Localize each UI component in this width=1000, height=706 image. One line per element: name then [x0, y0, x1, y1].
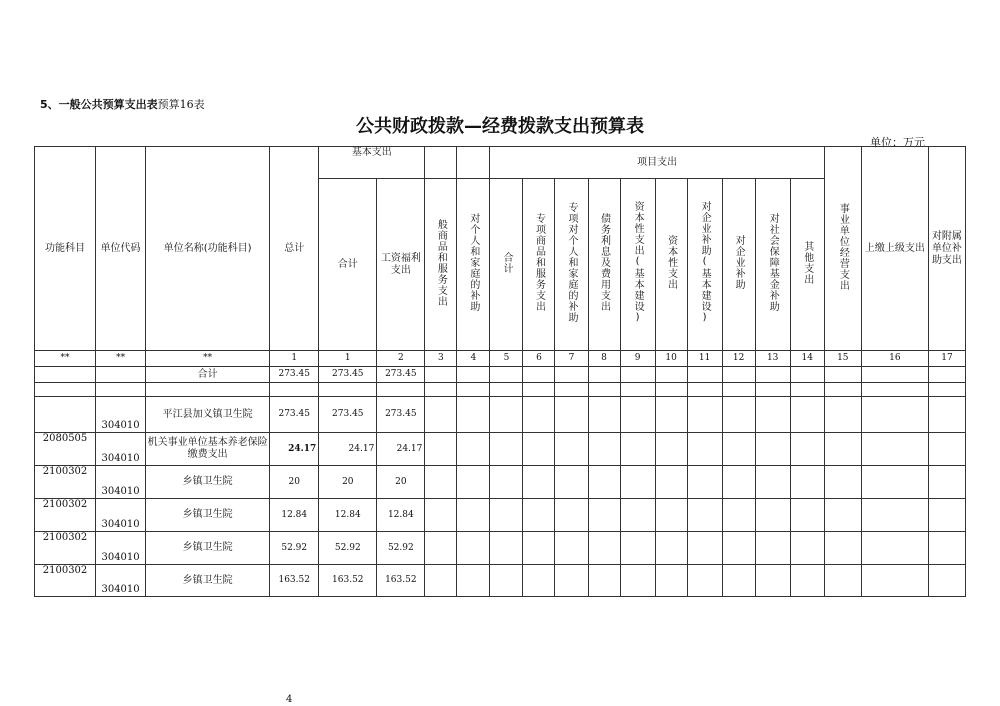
- cell-code: 304010: [96, 565, 146, 597]
- header-general-goods: [425, 179, 457, 351]
- index-cell: 13: [755, 351, 790, 367]
- cell-total: 20: [270, 466, 319, 499]
- unit-label: 单位：万元: [870, 136, 925, 149]
- cell-total: 273.45: [270, 397, 319, 433]
- table-row: [35, 532, 966, 565]
- cell-wage: 273.45: [377, 397, 425, 433]
- header-capital-text: 资本性支出: [665, 235, 677, 290]
- section-heading-suffix: 预算16表: [157, 98, 205, 111]
- header-project-group: 项目支出: [490, 147, 824, 179]
- table-row: [35, 433, 966, 466]
- header-other: [790, 179, 824, 351]
- header-basic-group: 基本支出: [319, 147, 425, 179]
- cell-func: 2080505: [35, 433, 96, 466]
- header-proj-total-text: 合计: [500, 251, 512, 274]
- header-capital-basic-text: 资本性支出(基本建设): [632, 201, 644, 324]
- table-row: [35, 397, 966, 433]
- header-social-security: [755, 179, 790, 351]
- header-proj-goods-text: 专项商品和服务支出: [533, 213, 545, 312]
- index-cell: 16: [861, 351, 928, 367]
- header-capital: [655, 179, 687, 351]
- index-cell: 15: [824, 351, 861, 367]
- header-personal-family: [457, 179, 490, 351]
- header-business-op: [824, 147, 861, 351]
- cell-wage: 20: [377, 466, 425, 499]
- index-cell: 11: [687, 351, 722, 367]
- cell-name: 机关事业单位基本养老保险缴费支出: [146, 433, 270, 466]
- cell-code: 304010: [96, 499, 146, 532]
- index-cell: 6: [523, 351, 555, 367]
- page-title: 公共财政拨款—经费拨款支出预算表: [356, 116, 644, 137]
- cell-total: 24.17: [270, 433, 319, 466]
- header-unit-code: 单位代码: [96, 147, 146, 351]
- header-func-subject: 功能科目: [35, 147, 96, 351]
- budget-table: [34, 146, 966, 597]
- index-cell: 5: [490, 351, 523, 367]
- empty-row: [35, 383, 966, 397]
- cell-wage: 12.84: [377, 499, 425, 532]
- cell-total: 273.45: [270, 367, 319, 383]
- index-cell: 2: [377, 351, 425, 367]
- section-heading: [40, 96, 205, 112]
- header-blank: [457, 147, 490, 179]
- cell-func: 2100302: [35, 532, 96, 565]
- header-proj-goods: [523, 179, 555, 351]
- index-cell: 8: [588, 351, 620, 367]
- index-cell: 10: [655, 351, 687, 367]
- index-cell: 17: [928, 351, 965, 367]
- cell-func: 2100302: [35, 565, 96, 597]
- table-row: [35, 565, 966, 597]
- cell-code: 304010: [96, 397, 146, 433]
- index-cell: 3: [425, 351, 457, 367]
- index-cell: **: [146, 351, 270, 367]
- cell-basic: 12.84: [319, 499, 377, 532]
- header-personal-family-text: 对个人和家庭的补助: [467, 213, 479, 312]
- index-cell: 9: [620, 351, 655, 367]
- header-enterprise: [722, 179, 755, 351]
- table-row: [35, 466, 966, 499]
- header-enterprise-basic: [687, 179, 722, 351]
- header-proj-personal: [555, 179, 588, 351]
- cell-basic: 273.45: [319, 397, 377, 433]
- table-row: [35, 367, 966, 383]
- header-basic-total: 合计: [319, 179, 377, 351]
- cell-basic: 52.92: [319, 532, 377, 565]
- cell-code: 304010: [96, 466, 146, 499]
- header-proj-total: [490, 179, 523, 351]
- header-enterprise-basic-text: 对企业补助(基本建设): [699, 201, 711, 324]
- index-cell: 4: [457, 351, 490, 367]
- section-heading-label: 5、一般公共预算支出表: [40, 98, 158, 111]
- cell-name: 乡镇卫生院: [146, 532, 270, 565]
- header-business-op-text: 事业单位经营支出: [837, 202, 849, 291]
- cell-wage: 273.45: [377, 367, 425, 383]
- index-cell: 14: [790, 351, 824, 367]
- cell-name: 乡镇卫生院: [146, 565, 270, 597]
- header-social-security-text: 对社会保障基金补助: [767, 213, 779, 312]
- cell-total: 163.52: [270, 565, 319, 597]
- cell-code: 304010: [96, 532, 146, 565]
- cell-basic: 20: [319, 466, 377, 499]
- index-row: [35, 351, 966, 367]
- index-cell: 7: [555, 351, 588, 367]
- cell-func: 2100302: [35, 466, 96, 499]
- index-cell: 12: [722, 351, 755, 367]
- cell-code: 304010: [96, 433, 146, 466]
- cell-code: [96, 367, 146, 383]
- header-upper-pay: 上缴上级支出: [861, 147, 928, 351]
- cell-basic: 273.45: [319, 367, 377, 383]
- cell-name: 平江县加义镇卫生院: [146, 397, 270, 433]
- header-basic-wage: 工资福利支出: [377, 179, 425, 351]
- header-capital-basic: [620, 179, 655, 351]
- header-total: 总计: [270, 147, 319, 351]
- header-enterprise-text: 对企业补助: [733, 235, 745, 290]
- cell-basic: 24.17: [319, 433, 377, 466]
- cell-basic: 163.52: [319, 565, 377, 597]
- cell-func: 2100302: [35, 499, 96, 532]
- cell-wage: 52.92: [377, 532, 425, 565]
- header-affiliated: 对附属单位补助支出: [928, 147, 965, 351]
- header-debt-interest-text: 债务利息及费用支出: [598, 213, 610, 312]
- cell-total: 12.84: [270, 499, 319, 532]
- table-row: [35, 499, 966, 532]
- cell-total: 52.92: [270, 532, 319, 565]
- page-number: 4: [286, 694, 293, 705]
- header-unit-name: 单位名称(功能科目): [146, 147, 270, 351]
- header-general-goods-text: 般商品和服务支出: [435, 218, 447, 307]
- header-other-text: 其他支出: [801, 240, 813, 285]
- index-cell: **: [96, 351, 146, 367]
- header-proj-personal-text: 专项对个人和家庭的补助: [566, 202, 577, 323]
- cell-name: 合计: [146, 367, 270, 383]
- cell-func: [35, 367, 96, 383]
- cell-func: [35, 397, 96, 433]
- cell-name: 乡镇卫生院: [146, 466, 270, 499]
- header-debt-interest: [588, 179, 620, 351]
- index-cell: 1: [270, 351, 319, 367]
- cell-wage: 163.52: [377, 565, 425, 597]
- index-cell: **: [35, 351, 96, 367]
- index-cell: 1: [319, 351, 377, 367]
- cell-name: 乡镇卫生院: [146, 499, 270, 532]
- cell-wage: 24.17: [377, 433, 425, 466]
- header-blank: [425, 147, 457, 179]
